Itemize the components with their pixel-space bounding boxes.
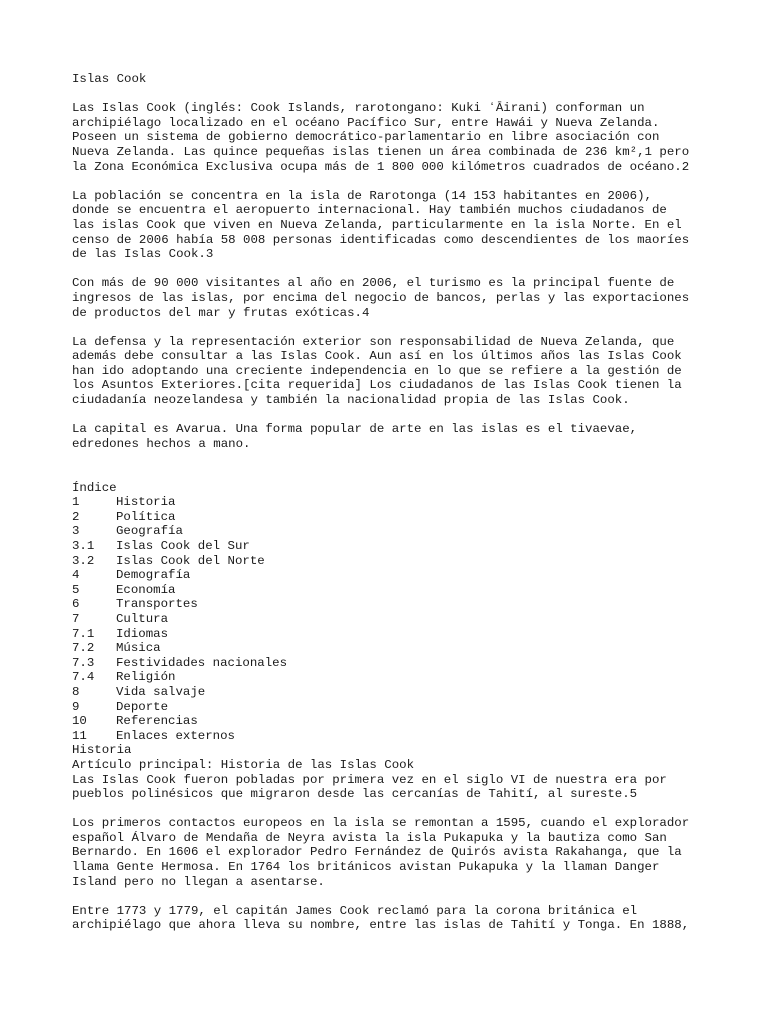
toc-item[interactable]: [72, 714, 732, 729]
text-line: La defensa y la representación exterior son responsabilidad de Nueva Zelanda, que: [72, 334, 675, 349]
toc-item-label: Música: [116, 641, 161, 656]
toc-item-label: Política: [116, 509, 176, 524]
text-line: archipiélago que ahora lleva su nombre, entre las islas de Tahití y Tonga. En 1888,: [72, 918, 690, 933]
toc-item[interactable]: [72, 641, 732, 656]
text-line: además debe consultar a las Islas Cook. Aun así en los últimos años las Islas Cook: [72, 349, 682, 364]
intro-paragraph: [72, 335, 732, 408]
toc-item[interactable]: [72, 685, 732, 700]
toc-item-label: Referencias: [116, 714, 198, 729]
toc-item-number: 7.1: [72, 626, 95, 641]
toc-item[interactable]: [72, 729, 732, 744]
toc-item[interactable]: [72, 583, 732, 598]
text-line: los Asuntos Exteriores.[cita requerida] Los ciudadanos de las Islas Cook tienen la: [72, 378, 682, 393]
text-line: ciudadanía neozelandesa y también la nacionalidad propia de las Islas Cook.: [72, 393, 630, 408]
toc-item[interactable]: [72, 554, 732, 569]
intro-paragraph: [72, 101, 732, 174]
text-line: La población se concentra en la isla de Rarotonga (14 153 habitantes en 2006),: [72, 188, 652, 203]
text-line: archipiélago localizado en el océano Pacífico Sur, entre Hawái y Nueva Zelanda.: [72, 115, 660, 130]
text-line: de las Islas Cook.3: [72, 247, 214, 262]
toc-item-label: Deporte: [116, 699, 169, 714]
document-title: Islas Cook: [72, 72, 147, 86]
toc-item[interactable]: [72, 539, 732, 554]
text-line: Island pero no llegan a asentarse.: [72, 874, 325, 889]
text-line: llama Gente Hermosa. En 1764 los británicos avistan Pukapuka y la llaman Danger: [72, 860, 660, 875]
toc-item-number: 9: [72, 699, 80, 714]
toc-item-number: 4: [72, 568, 80, 583]
toc-item-label: Religión: [116, 670, 176, 685]
history-section: [72, 743, 732, 933]
text-line: Bernardo. En 1606 el explorador Pedro Fernández de Quirós avista Rakahanga, que la: [72, 845, 682, 860]
toc-item[interactable]: [72, 612, 732, 627]
toc-item[interactable]: [72, 656, 732, 671]
toc-item-label: Economía: [116, 582, 176, 597]
text-line: Nueva Zelanda. Las quince pequeñas islas tienen un área combinada de 236 km²,1 pero: [72, 144, 690, 159]
toc-item[interactable]: [72, 627, 732, 642]
toc-item[interactable]: [72, 700, 732, 715]
text-line: Con más de 90 000 visitantes al año en 2006, el turismo es la principal fuente de: [72, 276, 675, 291]
toc-item-number: 2: [72, 509, 80, 524]
text-line: censo de 2006 había 58 008 personas identificadas como descendientes de los maoríes: [72, 232, 690, 247]
toc-item-number: 7.3: [72, 655, 95, 670]
toc-item[interactable]: [72, 568, 732, 583]
text-line: donde se encuentra el aeropuerto internacional. Hay también muchos ciudadanos de: [72, 203, 667, 218]
toc-item[interactable]: [72, 510, 732, 525]
intro-paragraph: [72, 276, 732, 320]
text-line: español Álvaro de Mendaña de Neyra avista la isla Pukapuka y la bautiza como San: [72, 830, 667, 845]
toc-item-label: Enlaces externos: [116, 728, 235, 743]
toc-item-number: 10: [72, 714, 87, 729]
toc-item-label: Geografía: [116, 524, 183, 539]
table-of-contents: [72, 481, 732, 744]
intro-paragraph: [72, 189, 732, 262]
toc-item-label: Cultura: [116, 611, 169, 626]
toc-item-number: 6: [72, 597, 80, 612]
text-line: las islas Cook que viven en Nueva Zelanda, particularmente en la isla Norte. En el: [72, 217, 682, 232]
toc-item[interactable]: [72, 524, 732, 539]
toc-item-number: 3.1: [72, 539, 95, 553]
text-line: La capital es Avarua. Una forma popular de arte en las islas es el tivaevae,: [72, 422, 638, 437]
text-line: ingresos de las islas, por encima del negocio de bancos, perlas y las exportaciones: [72, 290, 690, 305]
text-line: pueblos polinésicos que migraron desde las cercanías de Tahití, al sureste.5: [72, 787, 638, 802]
text-line: Los primeros contactos europeos en la isla se remontan a 1595, cuando el explorador: [72, 816, 690, 831]
toc-item-label: Idiomas: [116, 626, 169, 641]
toc-item-number: 1: [72, 495, 80, 510]
toc-item-label: Transportes: [116, 597, 198, 612]
toc-item-number: 3.2: [72, 553, 95, 568]
text-line: Las Islas Cook fueron pobladas por primera vez en el siglo VI de nuestra era por: [72, 772, 667, 787]
toc-item-label: Islas Cook del Sur: [116, 539, 250, 553]
toc-item-label: Historia: [116, 495, 176, 510]
document-page: [72, 72, 732, 933]
text-line: Entre 1773 y 1779, el capitán James Cook reclamó para la corona británica el: [72, 903, 638, 918]
toc-item[interactable]: [72, 495, 732, 510]
toc-item-number: 7.4: [72, 670, 95, 685]
text-line: de productos del mar y frutas exóticas.4: [72, 305, 370, 320]
text-line: Poseen un sistema de gobierno democrático-parlamentario en libre asociación con: [72, 130, 660, 145]
intro-paragraph: [72, 422, 732, 451]
toc-item-label: Festividades nacionales: [116, 655, 288, 670]
section-heading: Historia: [72, 743, 132, 758]
toc-item-label: Vida salvaje: [116, 684, 206, 699]
toc-item-label: Demografía: [116, 568, 191, 583]
toc-item[interactable]: [72, 670, 732, 685]
toc-item-number: 5: [72, 582, 80, 597]
toc-item-number: 11: [72, 728, 87, 743]
text-line: la Zona Económica Exclusiva ocupa más de 1 800 000 kilómetros cuadrados de océano.2: [72, 159, 690, 174]
toc-item-number: 8: [72, 684, 80, 699]
toc-item-number: 7: [72, 611, 80, 626]
toc-item[interactable]: [72, 597, 732, 612]
text-line: edredones hechos a mano.: [72, 436, 251, 451]
toc-heading: Índice: [72, 480, 117, 495]
toc-item-label: Islas Cook del Norte: [116, 553, 265, 568]
toc-item-number: 7.2: [72, 641, 95, 656]
text-line: Las Islas Cook (inglés: Cook Islands, rarotongano: Kuki ʻĀirani) conforman un: [72, 101, 645, 116]
main-article-link[interactable]: Artículo principal: Historia de las Islas Cook: [72, 757, 415, 772]
text-line: han ido adoptando una creciente independencia en lo que se refiere a la gestión de: [72, 363, 682, 378]
toc-item-number: 3: [72, 524, 80, 539]
